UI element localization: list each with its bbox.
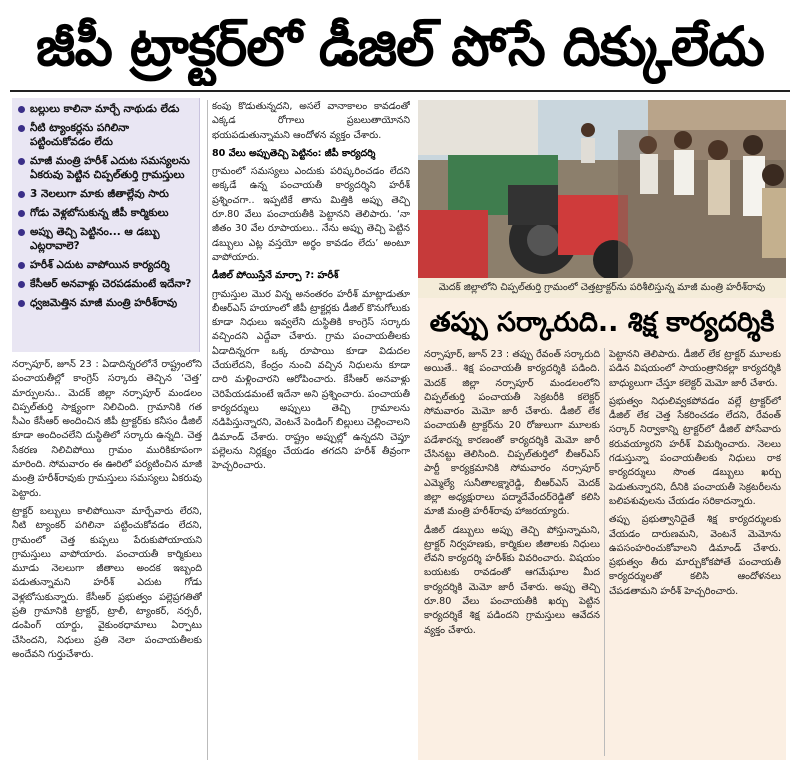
bullet-dot-icon: [18, 125, 25, 132]
story2-paragraph: నర్సాపూర్‌, జూన్‌ 23 : తప్పు రేవంత్‌ సర్కారుది అయితే.. శిక్ష పంచాయతీ కార్యదర్శికి పడింది. మెదక్‌ జిల్లా నర్సాపూర్‌ మండలంలోని చిప్పల్‌తుర్తి పంచాయతీ సెక్రటరీకి కలెక్టర్‌ సోమవారం మెమో జారీ చేశారు. డీజిల్‌ లేక పంచాయతీ ట్రాక్టర్‌ను 20 రోజులుగా మూలకు పడేశారన్న కారణంతో కార్యదర్శికి మెమో జారీ చేసినట్టు తెలిసింది. చిప్పల్‌తుర్తిలో బీఆర్‌ఎస్‌ పార్టీ కార్యక్రమానికి సోమవారం నర్సాపూర్‌ ఎమ్మెల్యే సునీతాలక్ష్మారెడ్డి, బీఆర్‌ఎస్‌ మెదక్‌ జిల్లా అధ్యక్షురాలు పద్మాదేవేందర్‌రెడ్డితో కలిసి మాజీ మంత్రి హరీశ్‌రావు హాజరయ్యారు.: [424, 349, 600, 518]
highlight-item: కేసీఆర్‌ అనవాళ్లు చెరపడమంటే ఇదేనా?: [18, 277, 193, 291]
highlight-item: 3 నెలలుగా మాకు జీతాల్లేవు సారు: [18, 187, 193, 201]
story1-paragraph: కంపు కొడుతున్నదని, అసలే వానాకాలం కావడంతో ఎక్కడ రోగాలు ప్రబలుతాయోనని భయపడుతున్నామని ఆందోళన వ్యక్తం చేశారు.: [212, 101, 410, 141]
bullet-dot-icon: [18, 106, 25, 113]
highlight-item: మాజీ మంత్రి హరీశ్‌ ఎదుట సమస్యలను ఏకరువు పెట్టిన చిప్పల్‌తుర్తి గ్రామస్తులు: [18, 154, 193, 182]
headline-rule: [10, 90, 790, 92]
story1-column-1: [12, 358, 202, 760]
bullet-dot-icon: [18, 281, 25, 288]
highlight-item: అప్పు తెచ్చి పెట్టినం... ఆ డబ్బు ఎట్లరావాలె?: [18, 225, 193, 253]
story2-paragraph: తప్పు ప్రభుత్వానిదైతే శిక్ష కార్యదర్శులకు వేయడం దారుణమని, వెంటనే మెమోను ఉపసంహరించుకోవాలని డిమాండ్‌ చేశారు. ప్రభుత్వం తీరు మార్చుకోకపోతే పంచాయతీ కార్యదర్శులతో కలిసి ఆందోళనలు చేపడతామని హరీశ్‌ హెచ్చరించారు.: [609, 514, 781, 597]
highlight-item: హరీశ్‌ ఎదుట వాపోయిన కార్యదర్శి: [18, 258, 193, 272]
column-divider: [207, 100, 208, 760]
story1-paragraph: గ్రామంలో సమస్యలు ఎందుకు పరిష్కరించడం లేదని అక్కడే ఉన్న పంచాయతీ కార్యదర్శిని హరీశ్‌ ప్రశ్నించగా.. ఇప్పటికే తాను మిత్తికి అప్పు తెచ్చి రూ.80 వేలు పంచాయతీకి పెట్టానని తెలిపారు. ‘నా జీతం 30 వేల రూపాయలు.. నేను అప్పు తెచ్చి పెట్టిన డబ్బులు ఎట్ల వస్తయో అర్థం కావడం లేదు’ అంటూ వాపోయారు.: [212, 166, 410, 263]
story2-paragraph: ప్రభుత్వం నిధులివ్వకపోవడం వల్లే ట్రాక్టర్‌లో డీజిల్‌ లేక చెత్త సేకరించడం లేదని, రేవంత్‌ సర్కార్‌ నిర్వాకాన్ని ట్రాక్టర్‌లో డీజిల్‌ పోసేవారు కరువయ్యారని హరీశ్‌ విమర్శించారు. నెలలు గడుస్తున్నా పంచాయతీలకు నిధులు రాక కార్యదర్శులు సొంత డబ్బులు ఖర్చు పెడుతున్నారని, దీనికి పంచాయతీ సెక్రటరీలను బలిపశువులను చేయడం సరికాదన్నారు.: [609, 395, 781, 507]
bullet-dot-icon: [18, 158, 25, 165]
bullet-dot-icon: [18, 191, 25, 198]
bullet-dot-icon: [18, 229, 25, 236]
story2-column-2: [609, 348, 781, 758]
bullet-dot-icon: [18, 262, 25, 269]
story2-column-1: [424, 348, 600, 758]
column-divider: [604, 348, 605, 756]
page-headline: జీపీ ట్రాక్టర్‌లో డీజిల్‌ పోసే దిక్కులేదు: [36, 15, 764, 78]
highlight-item: నీటి ట్యాంకర్లను పగిలినా పట్టించుకోవడం లేదు: [18, 121, 193, 149]
story2-paragraph: పెట్టానని తెలిపారు. డీజిల్‌ లేక ట్రాక్టర్‌ మూలకు పడిన విషయంలో సాయంత్రానికల్లా కార్యదర్శికి బాధ్యులుగా చేస్తూ కలెక్టర్‌ మెమో జారీ చేశారు.: [609, 349, 781, 389]
tractor-photo-illustration: [418, 100, 786, 278]
story2-paragraph: డీజిల్‌ డబ్బులు అప్పు తెచ్చి పోస్తున్నామని, ట్రాక్టర్‌ నిర్వహణకు, కార్మికుల జీతాలకు నిధులు లేవని కార్యదర్శి హరీశ్‌కు వివరించారు. విషయం బయటకు రావడంతో ఆగమేఘాల మీద కార్యదర్శికి మెమో జారీ చేశారు. అప్పు తెచ్చి రూ.80 వేలు పంచాయతీకి ఖర్చు పెట్టిన కార్యదర్శికే శిక్ష పడిందని గ్రామస్తులు ఆవేదన వ్యక్తం చేశారు.: [424, 524, 600, 636]
highlight-item: ధ్వజమెత్తిన మాజీ మంత్రి హరీశ్‌రావు: [18, 296, 193, 310]
story1-subheading: డీజిల్‌ పోయిస్తేనే మార్పా ?: హరీశ్‌: [212, 270, 339, 282]
story1-subheading: 80 వేలు అప్పుతెచ్చి పెట్టినం: జీపీ కార్యదర్శి: [212, 147, 376, 159]
story1-paragraph: నర్సాపూర్‌, జూన్‌ 23 : ఏడాదిన్నరలోనే రాష్ట్రంలోని పంచాయతీల్లో కాంగ్రెస్‌ సర్కారు తెచ్చిన ‘చెత్త’ మార్పులను.. మెదక్‌ జిల్లా నర్సాపూర్‌ మండలం చిప్పల్‌తుర్తి సాక్ష్యంగా నిలిచింది. గ్రామానికి గత సీఎం కేసీఆర్‌ అందించిన జీపీ ట్రాక్టర్‌కు కనీసం డీజిల్‌ కూడా అందించలేని దుస్థితిలో సర్కారు ఉన్నది. చెత్త సేకరణ నిలిచిపోయి గ్రామం మురికికూపంగా మారింది. సోమవారం ఈ ఊరిలో పర్యటించిన మాజీ మంత్రి హరీశ్‌రావుకు గ్రామస్తులు సమస్యలు ఏకరువు పెట్టారు.: [12, 359, 202, 499]
bullet-dot-icon: [18, 210, 25, 217]
highlights-box: [12, 98, 200, 352]
story1-paragraph: ట్రాక్టర్‌ బల్బులు కాలిపోయినా మార్చేవారు లేరని, నీటి ట్యాంకర్‌ పగిలినా పట్టించుకోవడం లేదని, గ్రామంలో చెత్త కుప్పలు పేరుకుపోయాయని గ్రామస్తులు వాపోయారు. పంచాయతీ కార్మికులు మూడు నెలలుగా జీతాలు అందక ఇబ్బంది పడుతున్నామని హరీశ్‌ ఎదుట గోడు వెళ్లబోసుకున్నారు. కేసీఆర్‌ ప్రభుత్వం పల్లెప్రగతితో ప్రతి గ్రామానికి ట్రాక్టర్‌, ట్రాలీ, ట్యాంకర్‌, నర్సరీ, డంపింగ్‌ యార్డు, వైకుంఠధామాలు ఏర్పాటు చేసిందని, నిధులు ప్రతి నెలా పంచాయతీలకు అందేవని గుర్తుచేశారు.: [12, 505, 202, 660]
story1-paragraph: గ్రామస్తుల మొర విన్న అనంతరం హరీశ్‌ మాట్లాడుతూ బీఆర్‌ఎస్‌ హయాంలో జీపీ ట్రాక్టర్లకు డీజిల్‌ కొనుగోలుకు కూడా నిధులు ఇవ్వలేని దుస్థితికి కాంగ్రెస్‌ సర్కారు వచ్చిందని ఎద్దేవా చేశారు. గ్రామ పంచాయతీలకు ఏడాదిన్నరగా ఒక్క రూపాయి కూడా విడుదల చేయలేదని, కేంద్రం నుంచి వచ్చిన నిధులను కూడా దారి మళ్లించారని ఆరోపించారు. కేసీఆర్‌ అనవాళ్లు చెరిపేయడమంటే ఇదేనా అని ప్రశ్నించారు. పంచాయతీ కార్యదర్శులు అప్పులు తెచ్చి గ్రామాలను నడిపిస్తున్నారని, వెంటనే పెండింగ్‌ బిల్లులు చెల్లించాలని డిమాండ్‌ చేశారు. రాష్ట్రం అప్పుల్లో ఉన్నదని చెప్తూ పల్లెలను నిర్లక్ష్యం చేయడం తగదని హరీశ్‌ తీవ్రంగా హెచ్చరించారు.: [212, 288, 410, 472]
story2-title: తప్పు సర్కారుది.. శిక్ష కార్యదర్శికి: [429, 307, 775, 338]
highlight-item: గోడు వెళ్లబోసుకున్న జీపీ కార్మికులు: [18, 206, 193, 220]
highlight-item: బల్లులు కాలినా మార్చే నాథుడు లేడు: [18, 102, 193, 116]
photo-caption: మెదక్‌ జిల్లాలోని చిప్పల్‌తుర్తి గ్రామంలో చెత్తట్రాక్టర్‌ను పరిశీలిస్తున్న మాజీ మంత్రి హరీశ్‌రావు: [418, 278, 786, 298]
news-photo: [418, 100, 786, 278]
bullet-dot-icon: [18, 300, 25, 307]
story1-column-2: [212, 100, 410, 760]
